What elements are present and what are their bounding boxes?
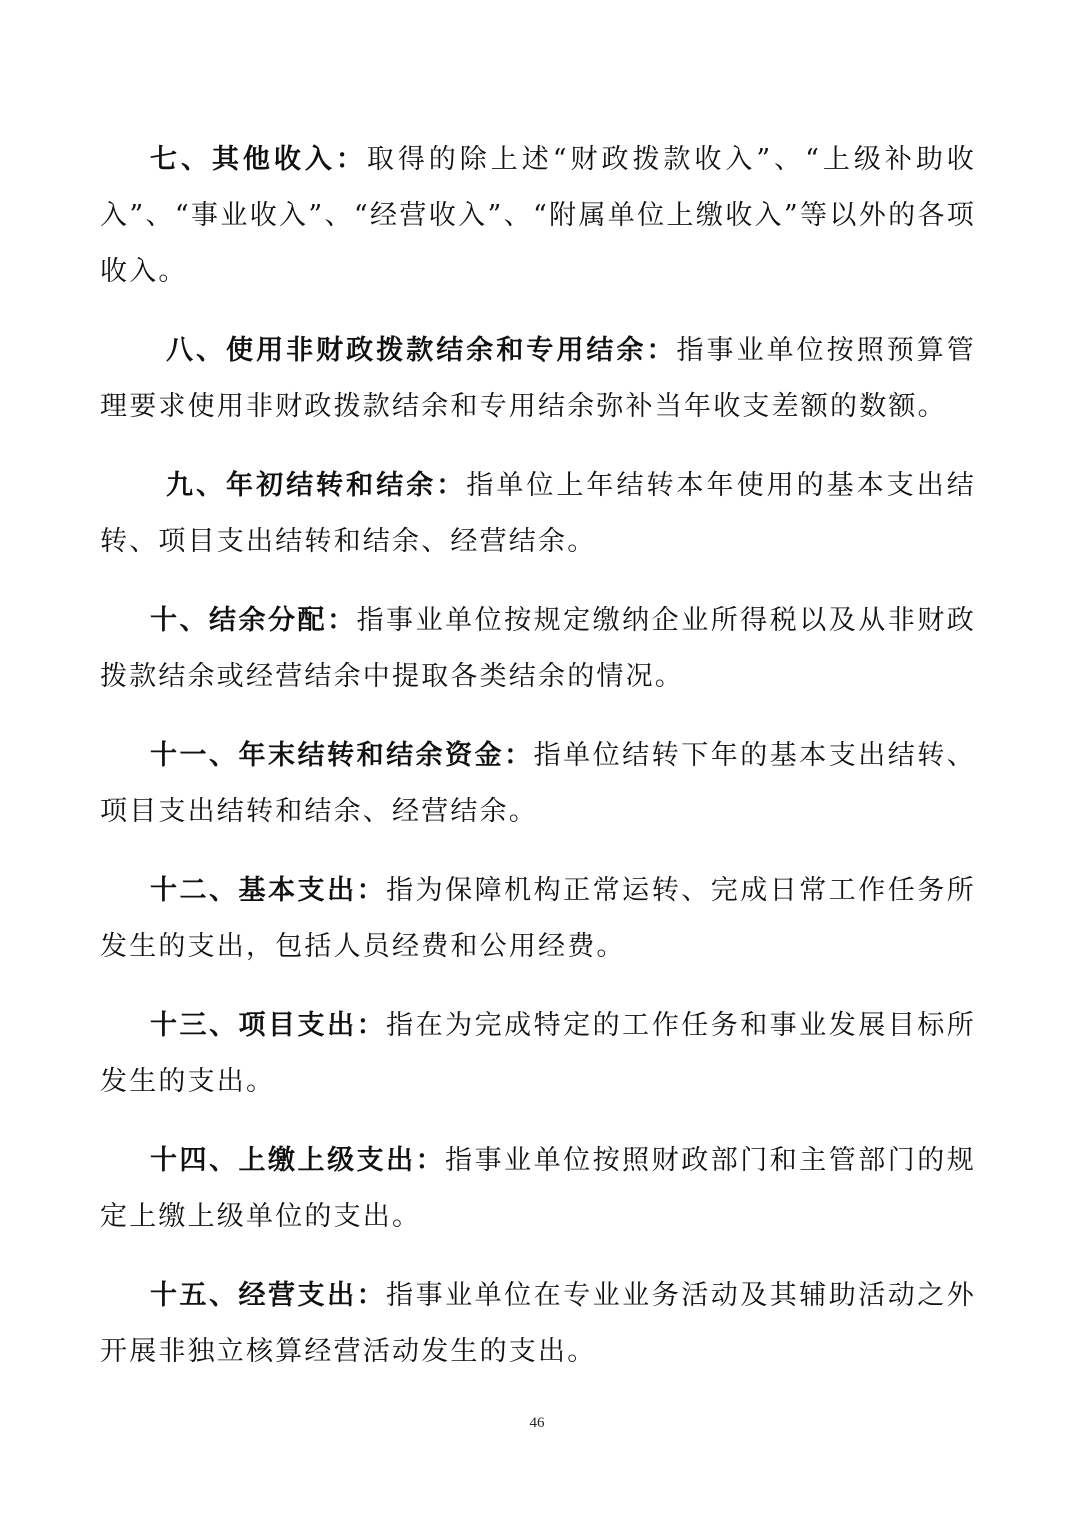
term-label: 十四、上缴上级支出：	[150, 1145, 446, 1176]
definition-basic-expenditure	[100, 863, 976, 975]
definition-closing-carryover	[100, 728, 976, 840]
definition-text: 指在为完成特定的工作任务和事业发展目标所发生的支出。	[100, 1010, 976, 1097]
term-label: 八、使用非财政拨款结余和专用结余：	[166, 335, 677, 366]
definition-use-of-balance	[100, 323, 976, 435]
term-label: 十五、经营支出：	[150, 1280, 387, 1311]
definition-text: 指为保障机构正常运转、完成日常工作任务所发生的支出，包括人员经费和公用经费。	[100, 875, 976, 962]
definition-text: 取得的除上述“财政拨款收入”、“上级补助收入”、“事业收入”、“经营收入”、“附属单位上缴收入”等以外的各项收入。	[100, 144, 976, 287]
definition-text: 指单位结转下年的基本支出结转、项目支出结转和结余、经营结余。	[100, 740, 976, 827]
definition-text: 指单位上年结转本年使用的基本支出结转、项目支出结转和结余、经营结余。	[100, 470, 977, 557]
definition-other-income	[100, 132, 976, 300]
term-label: 十三、项目支出：	[150, 1010, 387, 1041]
term-label: 九、年初结转和结余：	[166, 470, 467, 501]
definition-opening-carryover	[100, 458, 976, 570]
definition-balance-distribution	[100, 593, 976, 705]
definition-operating-expenditure	[100, 1268, 976, 1380]
term-label: 七、其他收入：	[150, 144, 367, 175]
definition-project-expenditure	[100, 998, 976, 1110]
term-label: 十一、年末结转和结余资金：	[150, 740, 534, 771]
definitions-body	[100, 132, 976, 1403]
term-label: 十、结余分配：	[150, 605, 357, 636]
definition-text: 指事业单位在专业业务活动及其辅助活动之外开展非独立核算经营活动发生的支出。	[100, 1280, 976, 1367]
definition-text: 指事业单位按照预算管理要求使用非财政拨款结余和专用结余弥补当年收支差额的数额。	[100, 335, 977, 422]
definition-remittance-expenditure	[100, 1133, 976, 1245]
page-number: 46	[529, 1415, 545, 1431]
term-label: 十二、基本支出：	[150, 875, 387, 906]
definition-text: 指事业单位按照财政部门和主管部门的规定上缴上级单位的支出。	[100, 1145, 976, 1232]
definition-text: 指事业单位按规定缴纳企业所得税以及从非财政拨款结余或经营结余中提取各类结余的情况。	[100, 605, 976, 692]
